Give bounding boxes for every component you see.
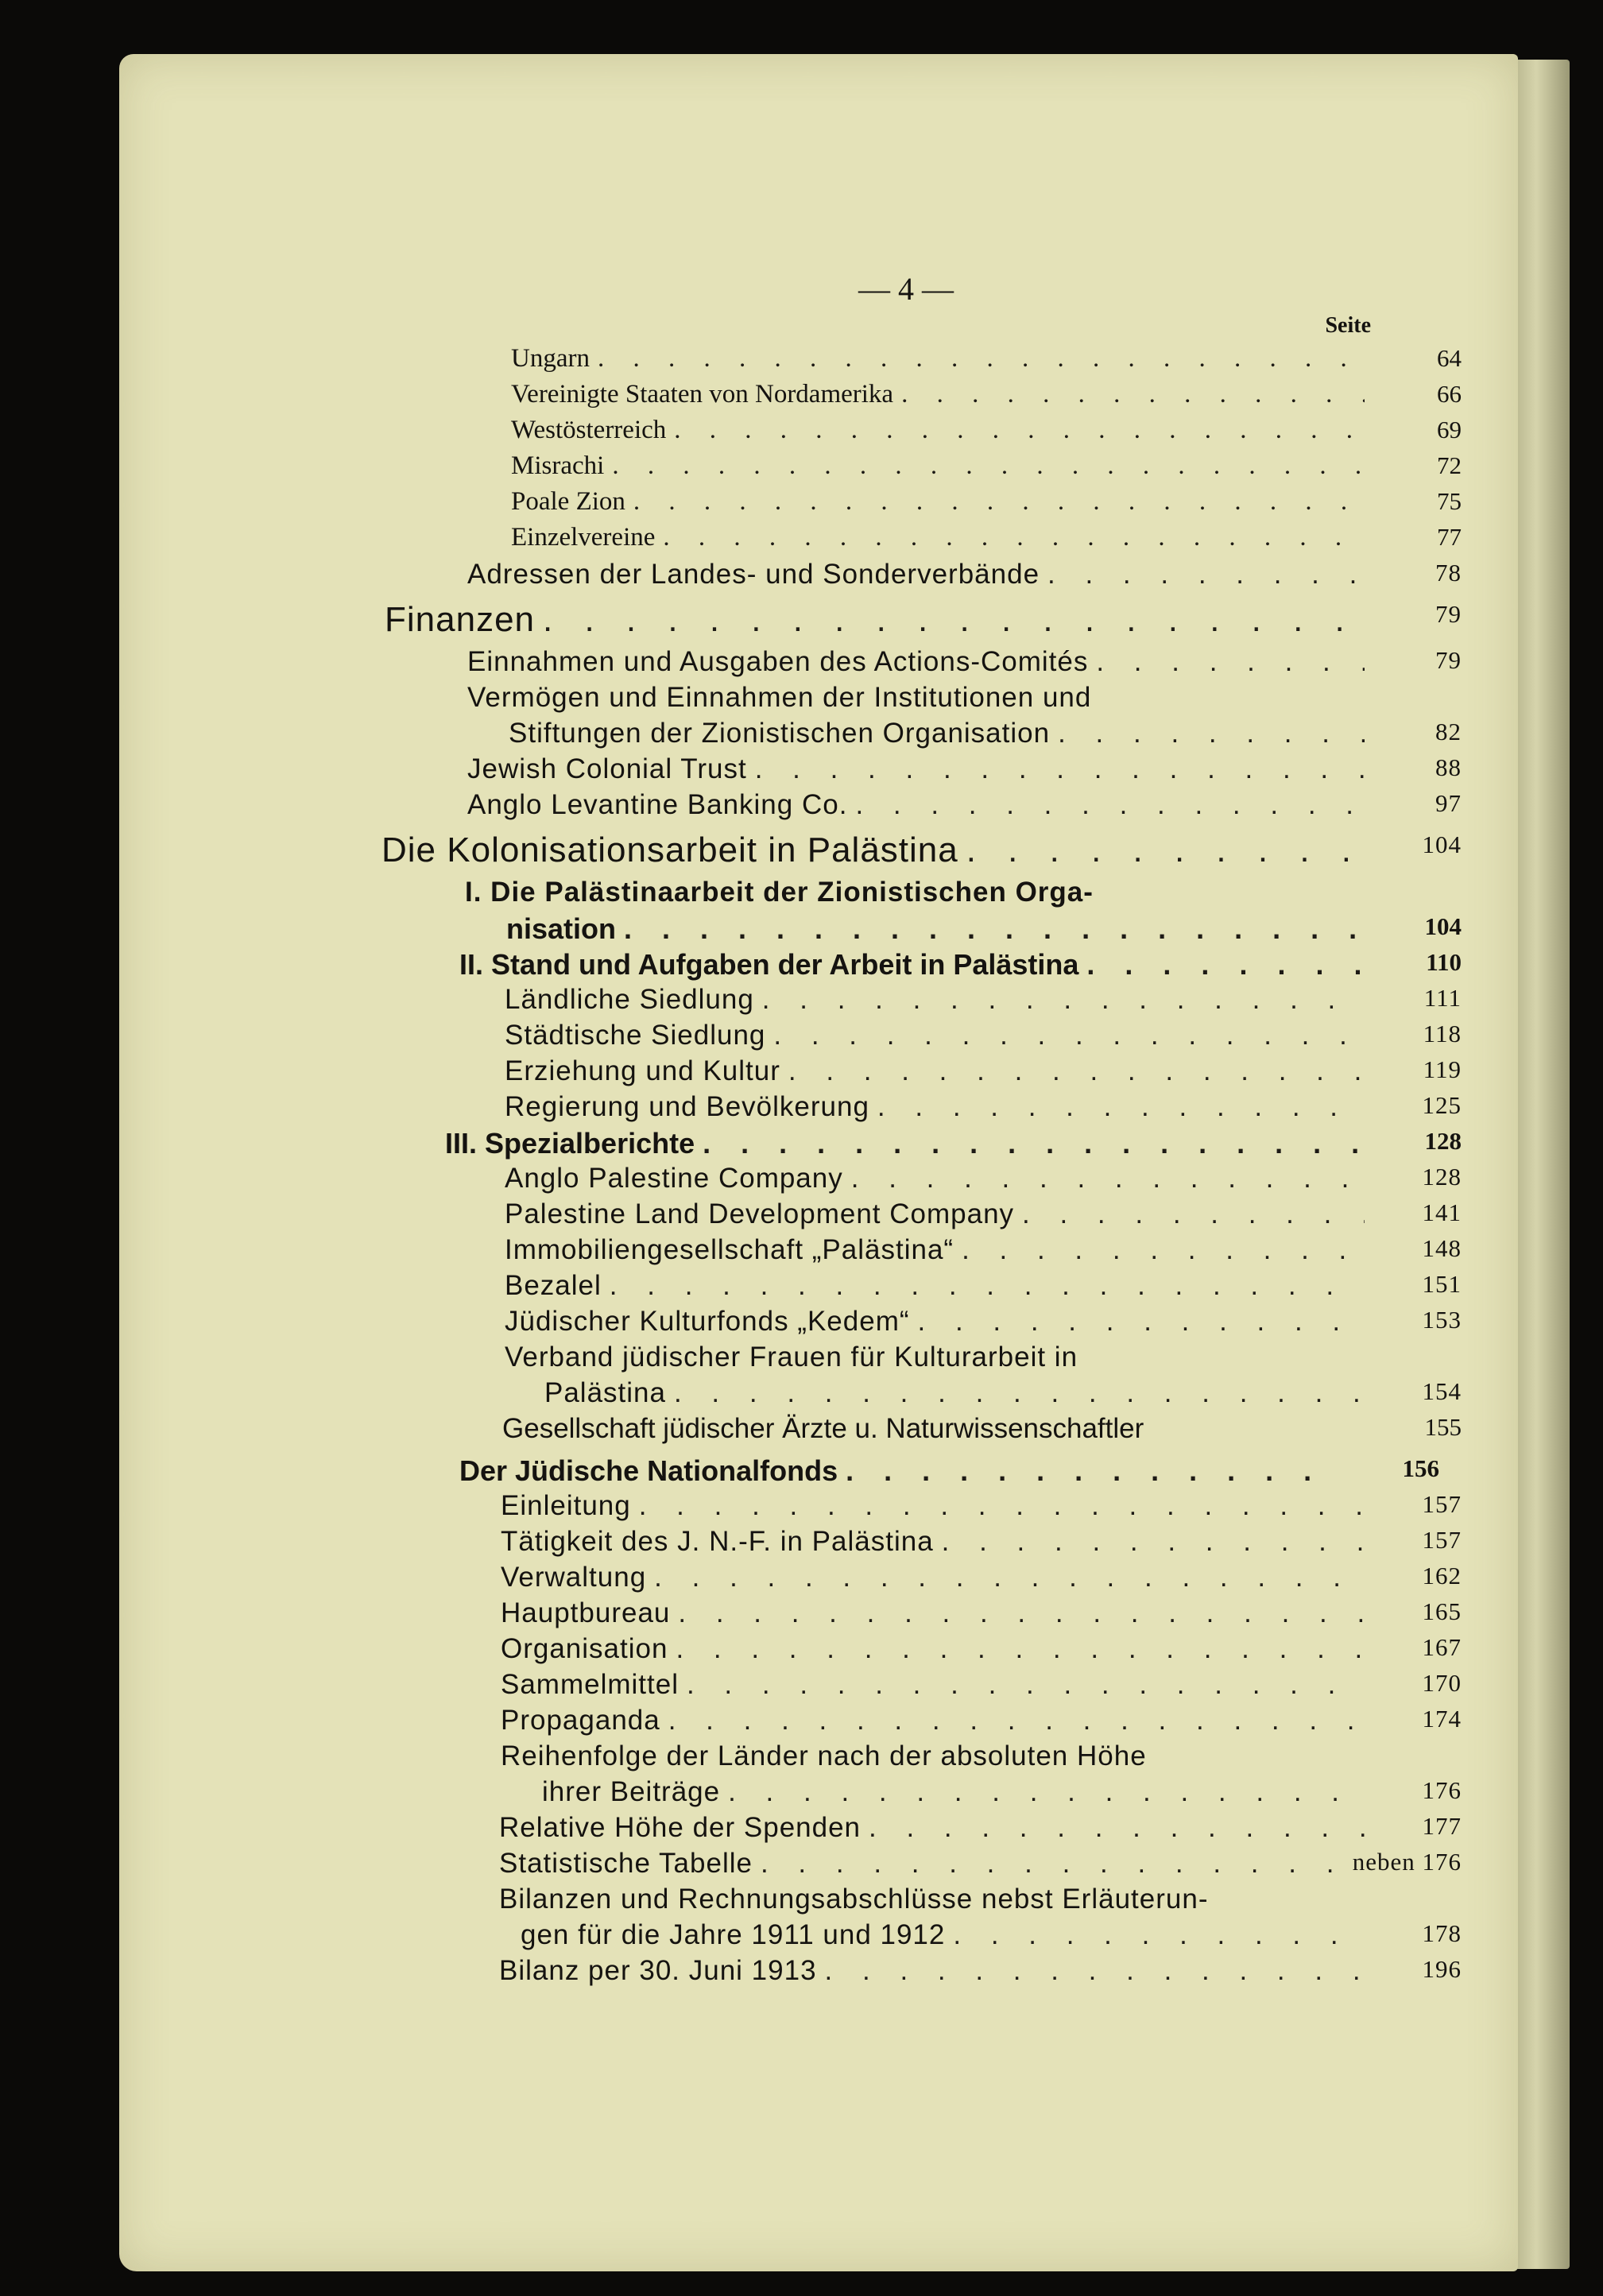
toc-entry[interactable]: Anglo Palestine Company . . . 128 [505,1163,1373,1198]
toc-entry[interactable]: Palestine Land Development Company . . . 141 [505,1198,1373,1233]
toc-entry[interactable]: Statistische Tabelle . . . neben 176 [499,1848,1373,1883]
toc-entry[interactable]: Anglo Levantine Banking Co. . . . 97 [467,789,1373,824]
toc-entry[interactable]: Erziehung und Kultur . . . 119 [505,1055,1373,1090]
toc-entry[interactable]: II. Stand und Aufgaben der Arbeit in Palästina . . . 110 [459,948,1373,983]
toc-entry[interactable]: Immobiliengesellschaft „Palästina“ . . . 148 [505,1234,1373,1269]
toc-entry-continued[interactable]: I. Die Palästinaarbeit der Zionistischen Orga- [465,877,1094,908]
toc-entry[interactable]: Gesellschaft jüdischer Ärzte u. Naturwissenschaftler 155 [502,1413,1462,1444]
toc-entry[interactable]: Westösterreich . . . 69 [511,416,1373,451]
toc-entry[interactable]: Relative Höhe der Spenden . . . 177 [499,1812,1373,1847]
book-spine [1514,60,1570,2269]
toc-entry[interactable]: Jewish Colonial Trust . . . 88 [467,753,1373,788]
toc-entry[interactable]: Misrachi . . . 72 [511,451,1373,486]
toc-entry[interactable]: Tätigkeit des J. N.-F. in Palästina . . . 157 [501,1526,1373,1561]
toc-entry-continued[interactable]: Reihenfolge der Länder nach der absoluten Höhe [501,1740,1147,1771]
toc-entry[interactable]: Jüdischer Kulturfonds „Kedem“ . . . 153 [505,1306,1373,1341]
toc-entry-continued[interactable]: Verband jüdischer Frauen für Kulturarbeit in [505,1342,1078,1373]
toc-entry[interactable]: Vereinigte Staaten von Nordamerika . . . 66 [511,380,1373,415]
toc-entry[interactable]: Einleitung . . . 157 [501,1490,1373,1525]
toc-entry[interactable]: Stiftungen der Zionistischen Organisation . . . 82 [509,718,1373,753]
toc-entry[interactable]: Hauptbureau . . . 165 [501,1597,1373,1632]
page-number: — 4 — [858,271,954,307]
toc-entry[interactable]: Organisation . . . 167 [501,1633,1373,1668]
toc-entry[interactable]: Palästina . . . 154 [544,1377,1373,1412]
toc-section-heading[interactable]: Die Kolonisationsarbeit in Palästina . . . 104 [381,831,1373,875]
toc-entry[interactable]: Städtische Siedlung . . . 118 [505,1020,1373,1055]
toc-section-heading[interactable]: Der Jüdische Nationalfonds . . . 156 [459,1454,1350,1489]
toc-entry[interactable]: III. Spezialberichte . . . 128 [445,1127,1373,1162]
toc-entry[interactable]: nisation . . . 104 [506,912,1373,947]
toc-entry-continued[interactable]: Vermögen und Einnahmen der Institutionen und [467,682,1092,713]
toc-entry[interactable]: Propaganda . . . 174 [501,1705,1373,1740]
toc-entry[interactable]: gen für die Jahre 1911 und 1912 . . . 178 [521,1919,1373,1954]
toc-entry[interactable]: Bezalel . . . 151 [505,1270,1373,1305]
toc-entry[interactable]: Verwaltung . . . 162 [501,1562,1373,1597]
toc-entry[interactable]: Ländliche Siedlung . . . 111 [505,984,1373,1019]
toc-entry[interactable]: Einzelvereine . . . 77 [511,523,1373,558]
toc-entry[interactable]: Bilanz per 30. Juni 1913 . . . 196 [499,1955,1373,1990]
toc-entry[interactable]: Adressen der Landes- und Sonderverbände . . . 78 [467,559,1373,594]
toc-entry-continued[interactable]: Bilanzen und Rechnungsabschlüsse nebst Erläuterun- [499,1884,1209,1915]
toc-entry[interactable]: Ungarn . . . 64 [511,344,1373,379]
toc-section-heading[interactable]: Finanzen . . . 79 [385,600,1373,645]
page-column-header: Seite [1325,313,1371,338]
toc-entry[interactable]: ihrer Beiträge . . . 176 [542,1776,1373,1811]
toc-entry[interactable]: Einnahmen und Ausgaben des Actions-Comités . . . 79 [467,646,1373,681]
toc-entry[interactable]: Regierung und Bevölkerung . . . 125 [505,1091,1373,1126]
toc-entry[interactable]: Poale Zion . . . 75 [511,487,1373,522]
toc-entry[interactable]: Sammelmittel . . . 170 [501,1669,1373,1704]
